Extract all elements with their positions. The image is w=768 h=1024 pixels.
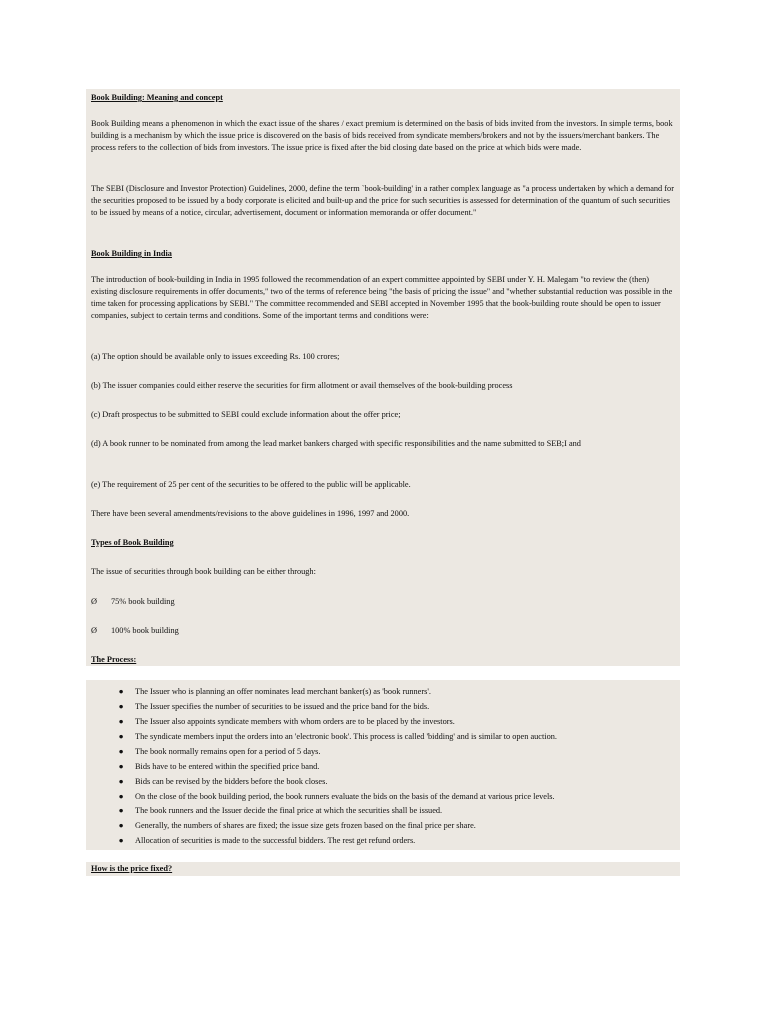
condition-b: (b) The issuer companies could either reserve the securities for firm allotment or avail themselves of the book-building process (91, 381, 513, 390)
condition-d: (d) A book runner to be nominated from among the lead market bankers charged with specific responsibilities and the name submitted to SEB;I and (91, 439, 581, 448)
list-item-text: Bids can be revised by the bidders before the book closes. (135, 777, 328, 786)
list-item-text: The syndicate members input the orders into an 'electronic book'. This process is called 'bidding' and is similar to open auction. (135, 732, 557, 741)
bullet-icon: ● (118, 732, 124, 741)
list-item-text: The Issuer specifies the number of securities to be issued and the price band for the bids. (135, 702, 430, 711)
bullet-icon: ● (118, 702, 124, 711)
option-75-label: 75% book building (111, 597, 175, 606)
bullet-icon: ● (118, 687, 124, 696)
heading-book-building-india: Book Building in India (91, 249, 172, 258)
shaded-content-block (86, 89, 680, 666)
paragraph-india-introduction: The introduction of book-building in India in 1995 followed the recommendation of an expert committee appointed by SEBI under Y. H. Malegam "to review the (then) existing disclosure requirements in offer documents," two of the terms of reference being "the basis of pricing the issue" and "whether substantial reduction was possible in the time taken for processing applications by SEBI." The committee recommended and SEBI accepted in November 1995 that the book-building route should be open to issuer companies, subject to certain terms and conditions. Some of the important terms and conditions were: (91, 275, 673, 320)
bullet-icon: ● (118, 806, 124, 815)
heading-the-process: The Process: (91, 655, 137, 664)
option-100-percent (91, 625, 677, 637)
paragraph-types-intro: The issue of securities through book building can be either through: (91, 567, 316, 576)
list-item-text: The book normally remains open for a period of 5 days. (135, 747, 321, 756)
paragraph-meaning-definition: Book Building means a phenomenon in which the exact issue of the shares / exact premium is determined on the basis of bids invited from the investors. In simple terms, book building is a mechanism by which the issue price is discovered on the basis of bids received from syndicate members/brokers and not by the issuers/merchant bankers. The process refers to the collection of bids from investors. The issue price is fixed after the bid closing date based on the price at which bids were made. (91, 119, 673, 152)
condition-e: (e) The requirement of 25 per cent of the securities to be offered to the public will be applicable. (91, 480, 411, 489)
bullet-icon: ● (118, 717, 124, 726)
condition-a: (a) The option should be available only to issues exceeding Rs. 100 crores; (91, 352, 340, 361)
list-item-text: The Issuer also appoints syndicate members with whom orders are to be placed by the investors. (135, 717, 455, 726)
bullet-icon: ● (118, 821, 124, 830)
bullet-icon: ● (118, 836, 124, 845)
option-100-label: 100% book building (111, 626, 179, 635)
option-symbol: Ø (91, 597, 97, 606)
heading-meaning-concept: Book Building: Meaning and concept (91, 93, 223, 102)
list-item-text: Generally, the numbers of shares are fixed; the issue size gets frozen based on the final price per share. (135, 821, 476, 830)
condition-c: (c) Draft prospectus to be submitted to SEBI could exclude information about the offer price; (91, 410, 401, 419)
heading-types-book-building: Types of Book Building (91, 538, 174, 547)
option-symbol: Ø (91, 626, 97, 635)
bullet-icon: ● (118, 777, 124, 786)
heading-price-fixed: How is the price fixed? (91, 864, 173, 873)
list-item-text: Bids have to be entered within the specified price band. (135, 762, 320, 771)
paragraph-amendments: There have been several amendments/revisions to the above guidelines in 1996, 1997 and 2000. (91, 509, 410, 518)
paragraph-sebi-definition: The SEBI (Disclosure and Investor Protection) Guidelines, 2000, define the term `book-building' in a rather complex language as "a process undertaken by which a demand for the securities proposed to be issued by a body corporate is elicited and built-up and the price for such securities is assessed for determination of the quantum of such securities to be issued by means of a notice, circular, advertisement, document or information memoranda or offer document." (91, 184, 674, 217)
list-item-text: The book runners and the Issuer decide the final price at which the securities shall be issued. (135, 806, 443, 815)
bullet-icon: ● (118, 792, 124, 801)
bullet-icon: ● (118, 762, 124, 771)
option-75-percent (91, 596, 677, 608)
list-item-text: The Issuer who is planning an offer nominates lead merchant banker(s) as 'book runners'. (135, 687, 431, 696)
list-item-text: On the close of the book building period, the book runners evaluate the bids on the basis of the demand at various price levels. (135, 792, 555, 801)
bullet-icon: ● (118, 747, 124, 756)
list-item-text: Allocation of securities is made to the successful bidders. The rest get refund orders. (135, 836, 416, 845)
